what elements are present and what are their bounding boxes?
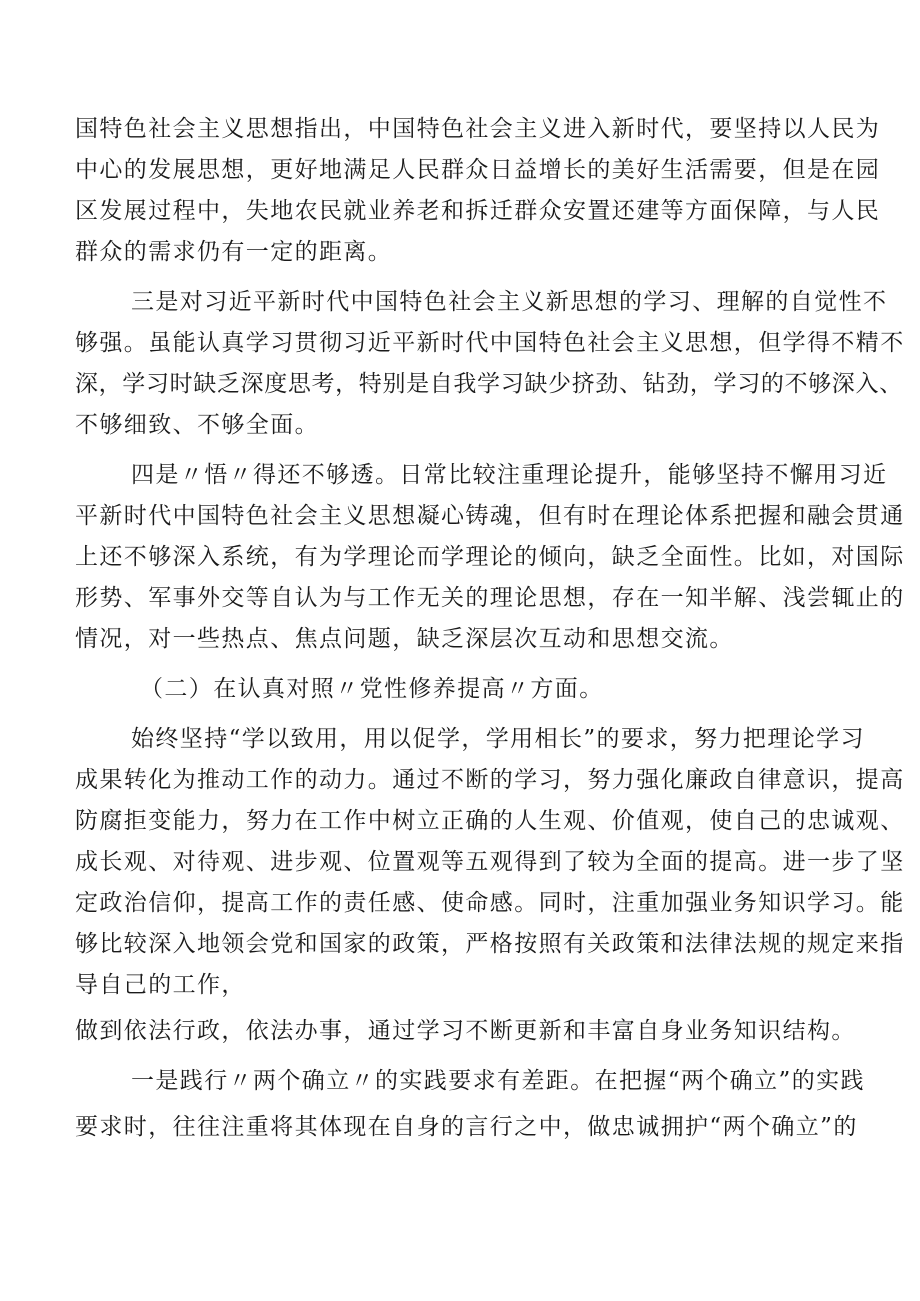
text-line: 区发展过程中，失地农民就业养老和拆迁群众安置还建等方面保障，与人民	[75, 198, 881, 224]
text-line: 四是〃悟〃得还不够透。日常比较注重理论提升，能够坚持不懈用习近	[131, 462, 888, 488]
text-line: 平新时代中国特色社会主义思想凝心铸魂，但有时在理论体系把握和融会贯通	[75, 503, 905, 529]
text-line: 成长观、对待观、进步观、位置观等五观得到了较为全面的提高。进一步了坚	[75, 849, 905, 875]
text-line: 一是践行〃两个确立〃的实践要求有差距。在把握“两个确立”的实践	[131, 1068, 865, 1094]
text-line: 形势、军事外交等自认为与工作无关的理论思想，存在一知半解、浅尝辄止的	[75, 585, 905, 611]
text-line: 深，学习时缺乏深度思考，特别是自我学习缺少挤劲、钻劲，学习的不够深入、	[75, 371, 903, 397]
text-line: 国特色社会主义思想指出，中国特色社会主义进入新时代，要坚持以人民为	[75, 116, 881, 142]
text-line: 定政治信仰，提高工作的责任感、使命感。同时，注重加强业务知识学习。能	[75, 890, 905, 916]
text-line: 成果转化为推动工作的动力。通过不断的学习，努力强化廉政自律意识，提高	[75, 767, 905, 793]
text-line: 要求时，往往注重将其体现在自身的言行之中，做忠诚拥护“两个确立”的	[75, 1114, 858, 1140]
text-line: 够比较深入地领会党和国家的政策，严格按照有关政策和法律法规的规定来指	[75, 931, 905, 957]
text-line: 群众的需求仍有一定的距离。	[75, 239, 393, 265]
text-line: 够强。虽能认真学习贯彻习近平新时代中国特色社会主义思想，但学得不精不	[75, 330, 905, 356]
text-line: 上还不够深入系统，有为学理论而学理论的倾向，缺乏全面性。比如，对国际	[75, 544, 905, 570]
text-line: 中心的发展思想，更好地满足人民群众日益增长的美好生活需要，但是在园	[75, 157, 881, 183]
text-line: 防腐拒变能力，努力在工作中树立正确的人生观、价值观，使自己的忠诚观、	[75, 808, 905, 834]
section-heading: （二）在认真对照〃党性修养提高〃方面。	[140, 676, 604, 702]
text-line: 情况，对一些热点、焦点问题，缺乏深层次互动和思想交流。	[75, 626, 734, 652]
text-line: 三是对习近平新时代中国特色社会主义新思想的学习、理解的自觉性不	[131, 289, 888, 315]
text-line: 做到依法行政，依法办事，通过学习不断更新和丰富自身业务知识结构。	[75, 1018, 856, 1044]
text-line: 不够细致、不够全面。	[75, 412, 319, 438]
text-line: 导自己的工作，	[75, 972, 246, 998]
text-line: 始终坚持“学以致用，用以促学，学用相长”的要求，努力把理论学习	[131, 726, 865, 752]
